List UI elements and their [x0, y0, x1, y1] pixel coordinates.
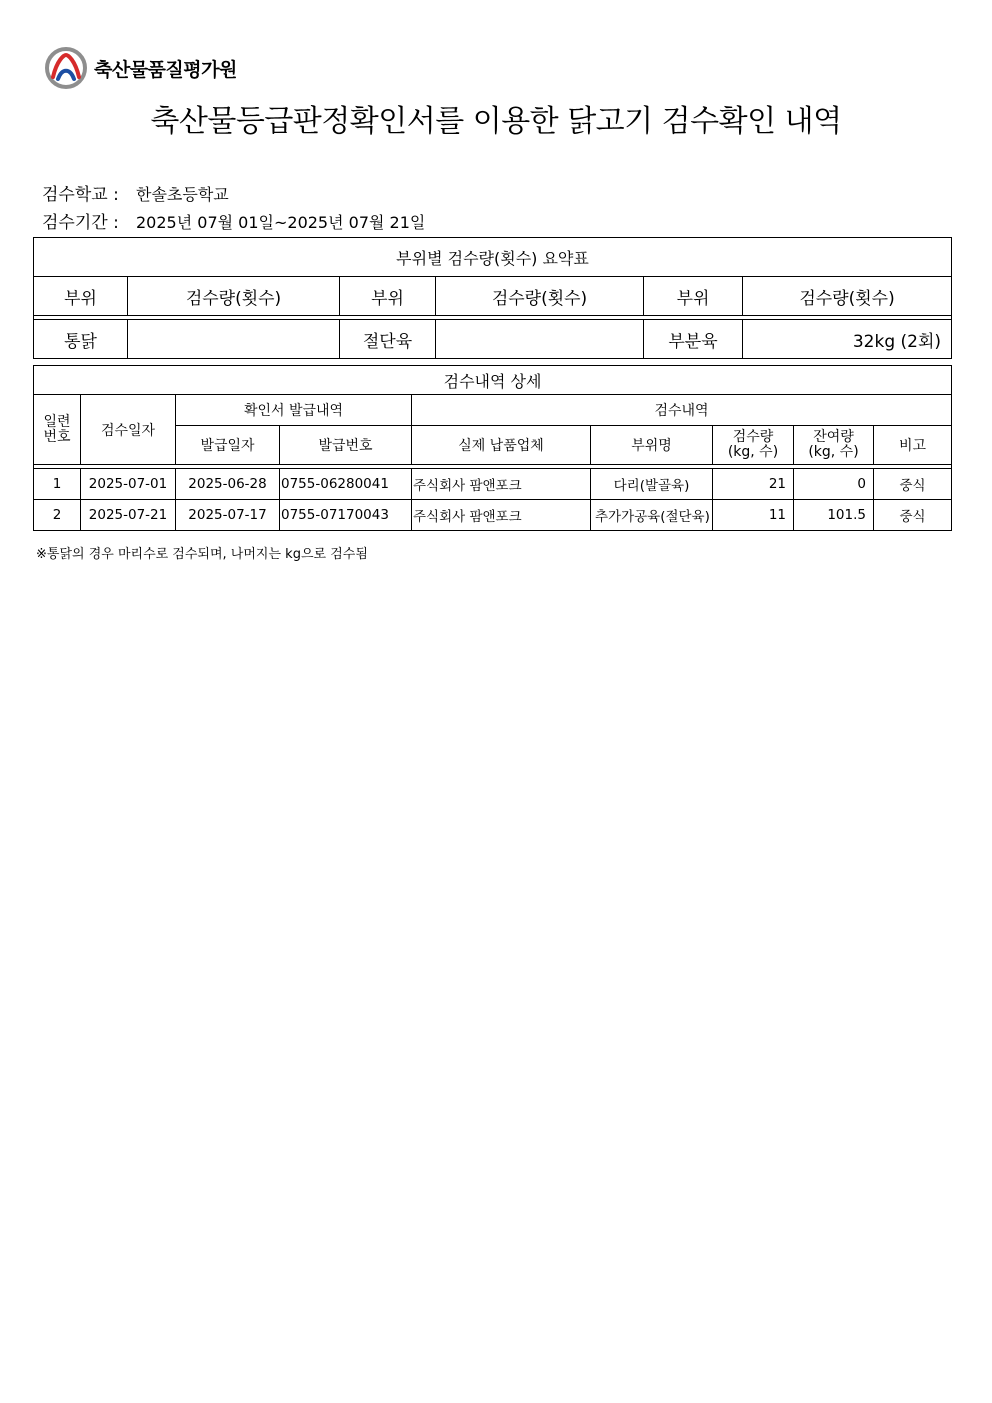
- header-remain: 잔여량 (kg, 수): [794, 426, 874, 465]
- school-value: 한솔초등학교: [136, 185, 229, 204]
- summary-table: [33, 237, 952, 359]
- cell-issue-date: 2025-06-28: [176, 469, 280, 500]
- summary-part-portion: 부분육: [644, 320, 743, 359]
- header-note: 비고: [874, 426, 952, 465]
- cell-issue-date: 2025-07-17: [176, 500, 280, 531]
- summary-qty-portion: 32kg (2회): [743, 320, 952, 359]
- cell-note: 중식: [874, 469, 952, 500]
- period-value: 2025년 07월 01일~2025년 07월 21일: [136, 213, 426, 232]
- cell-note: 중식: [874, 500, 952, 531]
- header-issue-date: 발급일자: [176, 426, 280, 465]
- cell-qty: 21: [713, 469, 794, 500]
- header-qty: 검수량 (kg, 수): [713, 426, 794, 465]
- cell-seq: 1: [34, 469, 81, 500]
- summary-part-whole: 통닭: [34, 320, 128, 359]
- cell-date: 2025-07-01: [81, 469, 176, 500]
- school-label: 검수학교 :: [42, 185, 119, 205]
- org-logo: [44, 46, 237, 90]
- summary-qty-whole: [128, 320, 340, 359]
- table-row: [34, 500, 952, 531]
- footnote: ※통닭의 경우 마리수로 검수되며, 나머지는 kg으로 검수됨: [36, 547, 368, 562]
- cell-seq: 2: [34, 500, 81, 531]
- detail-table: [33, 365, 952, 531]
- page-title: 축산물등급판정확인서를 이용한 닭고기 검수확인 내역: [150, 104, 842, 139]
- detail-caption: 검수내역 상세: [34, 366, 952, 395]
- cell-supplier: 주식회사 팜앤포크: [412, 500, 591, 531]
- header-cert: 확인서 발급내역: [176, 395, 412, 426]
- school-row: [42, 180, 229, 205]
- cell-issue-no: 0755-06280041: [280, 469, 412, 500]
- table-row: [34, 469, 952, 500]
- period-label: 검수기간 :: [42, 213, 119, 233]
- cell-part: 추가가공육(절단육): [591, 500, 713, 531]
- summary-caption: 부위별 검수량(횟수) 요약표: [34, 238, 952, 277]
- summary-header: 검수량(횟수): [436, 277, 644, 316]
- cell-supplier: 주식회사 팜앤포크: [412, 469, 591, 500]
- header-part: 부위명: [591, 426, 713, 465]
- cell-remain: 0: [794, 469, 874, 500]
- summary-header: 부위: [34, 277, 128, 316]
- summary-part-cut: 절단육: [340, 320, 436, 359]
- header-insp: 검수내역: [412, 395, 952, 426]
- org-name: 축산물품질평가원: [94, 58, 237, 81]
- cell-qty: 11: [713, 500, 794, 531]
- summary-header: 부위: [644, 277, 743, 316]
- summary-qty-cut: [436, 320, 644, 359]
- summary-header: 부위: [340, 277, 436, 316]
- summary-header: 검수량(횟수): [128, 277, 340, 316]
- period-row: [42, 208, 425, 233]
- kape-logo-icon: [44, 46, 88, 90]
- cell-remain: 101.5: [794, 500, 874, 531]
- cell-issue-no: 0755-07170043: [280, 500, 412, 531]
- summary-header: 검수량(횟수): [743, 277, 952, 316]
- cell-part: 다리(발골육): [591, 469, 713, 500]
- header-date: 검수일자: [81, 395, 176, 465]
- header-seq: 일련 번호: [34, 395, 81, 465]
- cell-date: 2025-07-21: [81, 500, 176, 531]
- header-supplier: 실제 납품업체: [412, 426, 591, 465]
- header-issue-no: 발급번호: [280, 426, 412, 465]
